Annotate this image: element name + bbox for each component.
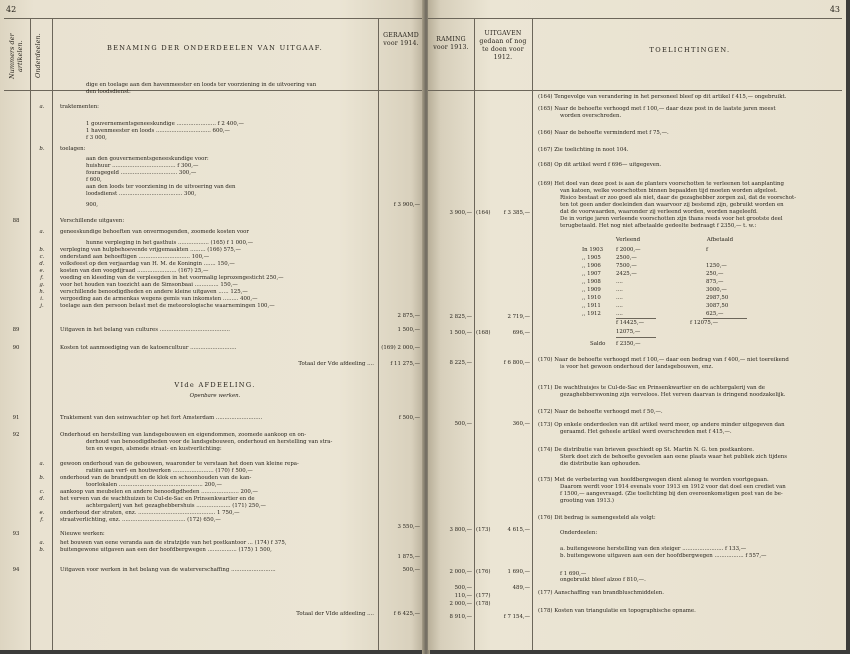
note-line: is voor het gewoon onderhoud der landsgebouwen, enz.: [560, 364, 714, 370]
note-line: (168) Op dit artikel werd f 696— uitgegeven.: [538, 162, 662, 168]
row-text: f 3 000,: [86, 135, 107, 141]
loan-year: ,, 1910: [582, 295, 601, 301]
loan-header-paid: Afbetaald: [706, 237, 734, 243]
loan-year: ,, 1905: [582, 255, 601, 261]
note-line: van katoen, welke voorschotten binnen bepaalden tijd moeten worden afgelost.: [560, 188, 778, 194]
note-line: (172) Naar de behoefte verhoogd met f 50,—.: [538, 409, 663, 415]
note-line: worden overschreden.: [560, 113, 622, 119]
loan-rule: [616, 318, 656, 319]
estimate-1913: 500,—: [454, 421, 472, 427]
row-text: ten en wegen, alsmede straat- en kustverlichting:: [86, 446, 222, 452]
row-text: Totaal der Vde afdeeling ....: [298, 361, 374, 367]
article-number: 92: [12, 432, 20, 438]
loan-lent: ....: [616, 303, 623, 309]
row-text: f 600,: [86, 177, 102, 183]
row-text: geneeskundige behoeften van onvermogenden, zoomede kosten voor: [60, 229, 249, 235]
granted-amount: f 3 900,—: [393, 202, 420, 208]
note-line: (170) Naar de behoefte verhoogd met f 100,— daar een bedrag van f 400,— niet toereikend: [538, 357, 789, 363]
estimate-1913: 500,—: [454, 585, 472, 591]
sub-letter: a.: [39, 461, 45, 467]
note-ref: (164): [476, 210, 491, 216]
article-number: 91: [12, 415, 20, 421]
sub-letter: a.: [39, 540, 45, 546]
article-number: 89: [12, 327, 20, 333]
row-text: onderstand aan behoeftigen .............................. 100,—: [60, 254, 210, 260]
sub-letter: b.: [39, 247, 45, 253]
loan-lent: ....: [616, 311, 623, 317]
left-page: [0, 0, 424, 650]
row-text: loodsdienst ..................................... 300,: [86, 191, 197, 197]
sub-letter: c.: [39, 254, 45, 260]
loan-year: ,, 1912: [582, 311, 601, 317]
article-number: 94: [12, 567, 20, 573]
row-text: Uitgaven in het belang van cultures .........................................: [60, 327, 230, 333]
granted-amount: 500,—: [402, 567, 420, 573]
note-line: f 1 690,—: [560, 571, 587, 577]
row-text: dige en toelage aan den havenmeester en loods ter voorziening in de uitvoering van: [86, 82, 317, 88]
sub-letter: b.: [39, 547, 45, 553]
row-text: achtergalerij van het gezaghebbershuis .................... (171) 250,—: [86, 503, 266, 509]
row-text: voor het houden van toezicht aan de Simsonbaai .............. 150,—: [60, 282, 238, 288]
row-text: vergoeding aan de armenkas wegens gemis van inkomsten ......... 400,—: [60, 296, 258, 302]
loan-saldo: f 2350,—: [616, 341, 641, 347]
row-text: 1 gouvernementsgeneeskundige ....................... f 2 400,—: [86, 121, 244, 127]
estimate-1913: 8 225,—: [449, 360, 472, 366]
col-header-name: BENAMING DER ONDERDEELEN VAN UITGAAF.: [106, 44, 324, 52]
row-text: verschillende benoodigdheden en andere kleine uitgaven ...... 125,—: [60, 289, 248, 295]
loan-total-lent: f 14425,—: [616, 320, 644, 326]
header-top-rule: [4, 18, 424, 19]
row-text: den loodsdienst:: [86, 89, 131, 95]
spent-1912: 696,—: [512, 330, 530, 336]
sub-letter: a.: [39, 104, 45, 110]
granted-amount: (169) 2 000,—: [381, 345, 420, 351]
row-text: Totaal der VIde afdeeling ....: [296, 611, 374, 617]
row-text: Traktement van den seinwachter op het fort Amsterdam ...........................: [60, 415, 263, 421]
note-line: Sterk doet zich de behoefte gevoelen aan eene plaats waar het publiek zich tijdens: [560, 454, 788, 460]
note-line: (165) Naar de behoefte verhoogd met f 100,— daar deze post in de laatste jaren meest: [538, 106, 776, 112]
row-text: straatverlichting, enz. ..................................... (172) 650,—: [60, 517, 221, 523]
header-bottom-rule: [428, 90, 842, 91]
row-text: ratiën aan verf- en houtwerken ........................ (170) f 500,—: [86, 468, 253, 474]
row-text: het bouwen van eene veranda aan de stratzijde van het postkantoor ... (174) f 375,: [60, 540, 287, 546]
sub-letter: j.: [40, 303, 44, 309]
loan-header-lent: Verleend: [615, 237, 641, 243]
article-number: 93: [12, 531, 20, 537]
row-text: traktementen:: [60, 104, 99, 110]
loan-paid: 3000,—: [706, 287, 727, 293]
loan-paid: 2987,50: [706, 295, 729, 301]
loan-paid: f: [706, 247, 708, 253]
sub-letter: h.: [39, 289, 45, 295]
col-header-1913: RAMING voor 1913.: [433, 36, 469, 51]
row-text: 900,: [86, 202, 99, 208]
row-text: derhoud van benoodigdheden voor de landsgebouwen, onderhoud en herstelling van stra-: [86, 439, 333, 445]
loan-rule: [616, 337, 656, 338]
loan-lent: ....: [616, 279, 623, 285]
note-line: geraamd. Het geheele artikel werd overschreden met f 415,—.: [560, 429, 732, 435]
note-line: Risico bestaat er zoo goed als niet, daar de gezaghebber zorgen zal, dat de voorschot-: [560, 195, 797, 201]
loan-lent: ....: [616, 295, 623, 301]
sub-letter: d.: [39, 496, 45, 502]
sub-letter: b.: [39, 146, 45, 152]
estimate-1913: 2 825,—: [449, 314, 472, 320]
col-header-sub: Onderdeelen.: [34, 33, 42, 79]
row-text: Uitgaven voor werken in het belang van de waterverschaffing ..........................: [60, 567, 276, 573]
note-line: Onderdeelen:: [560, 530, 598, 536]
sub-letter: a.: [39, 229, 45, 235]
row-text: aankoop van meubelen en andere benoodigdheden ...................... 200,—: [60, 489, 258, 495]
note-line: ongebruikt bleef alzoo f 810,—.: [560, 577, 646, 583]
col-rule: [474, 18, 475, 650]
sub-letter: e.: [39, 268, 45, 274]
estimate-1913: 2 000,—: [449, 569, 472, 575]
estimate-1913: 1 500,—: [449, 330, 472, 336]
sub-letter: g.: [39, 282, 45, 288]
sub-letter: f.: [40, 517, 44, 523]
note-line: (174) De distributie van brieven geschiedt op St. Martin N. G. ten postkantore.: [538, 447, 754, 453]
col-header-spent: UITGAVEN gedaan of nog te doen voor 1912.: [479, 30, 527, 61]
note-line: a. buitengewone herstelling van den steiger ........................ f 133,—: [560, 546, 747, 552]
row-text: hunne verpleging in het gasthuis .................. (165) f 1 000,—: [86, 240, 253, 246]
row-text: voeding en kleeding van de verpleegden in het voormalig leprozengesticht 250,—: [60, 275, 284, 281]
row-text: Openbare werken.: [189, 393, 241, 399]
granted-amount: 1 500,—: [397, 327, 420, 333]
header-top-rule: [428, 18, 842, 19]
row-text: fouragegeld ................................. 300,—: [86, 170, 197, 176]
row-text: Kosten tot aanmoediging van de katoencultuur ...........................: [60, 345, 237, 351]
col-header-numbers: Nummers der artikelen.: [8, 33, 24, 79]
loan-year: ,, 1908: [582, 279, 601, 285]
estimate-1913: 3 800,—: [449, 527, 472, 533]
loan-lent: f 2000,—: [616, 247, 641, 253]
note-line: grooting van 1913.): [560, 498, 615, 504]
loan-paid: 1250,—: [706, 263, 727, 269]
granted-amount: 2 875,—: [397, 313, 420, 319]
row-text: onderhoud der straten, enz. ............................................. 1 750,—: [60, 510, 240, 516]
row-text: aan den loods ter voorziening in de uitvoering van den: [86, 184, 236, 190]
loan-lent: ....: [616, 287, 623, 293]
estimate-1913: 3 900,—: [449, 210, 472, 216]
loan-paid: 250,—: [706, 271, 724, 277]
row-text: toelage aan den persoon belast met de meteorologische waarnemingen 100,—: [60, 303, 275, 309]
row-text: 1 havenmeester en loods ................................ 600,—: [86, 128, 230, 134]
estimate-1913: 2 000,—: [449, 601, 472, 607]
spent-1912: 489,—: [512, 585, 530, 591]
article-number: 88: [12, 218, 20, 224]
col-header-granted: GERAAMD voor 1914.: [383, 32, 419, 47]
row-text: Onderhoud en herstelling van landsgebouwen en eigendommen, zoomede aankoop en on-: [60, 432, 307, 438]
sub-letter: b.: [39, 475, 45, 481]
row-text: toelagen:: [60, 146, 86, 152]
row-text: toorlokalen ................................................. 200,—: [86, 482, 222, 488]
loan-paid: 625,—: [706, 311, 724, 317]
note-line: ten tot geen ander doeleinden dan waarvoor zij bestemd zijn, gebruikt worden en: [560, 202, 784, 208]
sub-letter: i.: [40, 296, 44, 302]
spent-1912: 4 615,—: [507, 527, 530, 533]
row-text: buitengewone uitgaven aan een der hoofdbergwegen ................. (175) 1 500,: [60, 547, 272, 553]
right-page: [428, 0, 846, 650]
loan-total-paid-repeat: 12075,—: [616, 329, 641, 335]
loan-year: ,, 1906: [582, 263, 601, 269]
loan-paid: 3087,50: [706, 303, 729, 309]
loan-lent: 2425,—: [616, 271, 637, 277]
estimate-1913: 8 910,—: [449, 614, 472, 620]
loan-paid: 875,—: [706, 279, 724, 285]
estimate-1913: 110,—: [454, 593, 472, 599]
note-line: De in vorige jaren verleende voorschotten zijn thans reeds voor het grootste deel: [560, 216, 783, 222]
note-line: dat de voorwaarden, waaronder zij verleend worden, worden nageleefd.: [560, 209, 758, 215]
sub-letter: c.: [39, 489, 45, 495]
col-rule: [532, 18, 533, 650]
sub-letter: d.: [39, 261, 45, 267]
row-text: het verven van de wachthuizen te Cul-de-Sac en Prinsenkwartier en de: [60, 496, 255, 502]
row-text: VIde AFDEELING.: [174, 382, 256, 389]
row-text: volksfeest op den verjaardag van H. M. de Koningin ....... 150,—: [60, 261, 235, 267]
granted-amount: 3 550,—: [397, 524, 420, 530]
row-text: Nieuwe werken:: [60, 531, 105, 537]
note-line: b. buitengewone uitgaven aan een der hoofdbergwegen ................. f 557,—: [560, 553, 767, 559]
note-ref: (178): [476, 601, 491, 607]
note-line: (167) Zie toelichting in noot 104.: [538, 147, 629, 153]
row-text: kosten van den voogdijraad ....................... (167) 25,—: [60, 268, 209, 274]
note-line: (176) Dit bedrag is samengesteld als volgt:: [538, 515, 656, 521]
article-number: 90: [12, 345, 20, 351]
note-line: die distributie kan ophouden.: [560, 461, 641, 467]
left-page-number: 42: [6, 5, 17, 14]
row-text: huishuur ..................................... f 300,—: [86, 163, 199, 169]
row-text: gewoon onderhoud van de gebouwen, waaronder te verstaan het doen van kleine repa-: [60, 461, 299, 467]
row-text: verpleging van hulpbehoevende vrijgemaakten ......... (166) 575,—: [60, 247, 241, 253]
col-rule: [30, 18, 31, 650]
note-line: (178) Kosten van triangulatie en topographische opname.: [538, 608, 696, 614]
spent-1912: f 3 385,—: [503, 210, 530, 216]
loan-year: ,, 1909: [582, 287, 601, 293]
note-line: gezaghebberswoning zijn verveloos. Het verven daarvan is dringend noodzakelijk.: [560, 392, 786, 398]
note-line: terugbetaald. Het nog niet afbetaalde gedeelte bedraagt f 2350,— t. w.:: [560, 223, 757, 229]
note-line: (177) Aanschaffing van brandbluschmiddelen.: [538, 590, 664, 596]
sub-letter: f.: [40, 275, 44, 281]
note-ref: (173): [476, 527, 491, 533]
note-line: (175) Met de verbetering van hoofdbergwegen dient alsnog te worden voortgegaan.: [538, 477, 769, 483]
sub-letter: e.: [39, 510, 45, 516]
spent-1912: 2 719,—: [507, 314, 530, 320]
granted-amount: f 11 275,—: [390, 361, 420, 367]
loan-year: ,, 1911: [582, 303, 601, 309]
col-header-notes: TOELICHTINGEN.: [649, 46, 731, 54]
row-text: aan den gouvernementsgeneeskundige voor:: [86, 156, 209, 162]
note-ref: (176): [476, 569, 491, 575]
granted-amount: 1 875,—: [397, 554, 420, 560]
note-ref: (168): [476, 330, 491, 336]
row-text: Verschillende uitgaven:: [60, 218, 125, 224]
spent-1912: 360,—: [512, 421, 530, 427]
note-ref: (177): [476, 593, 491, 599]
spent-1912: f 7 154,—: [503, 614, 530, 620]
note-line: (169) Het doel van deze post is aan de planters voorschotten te verleenen tot aanplanting: [538, 181, 784, 187]
note-line: (173) Op enkele onderdeelen van dit artikel werd meer, op andere minder uitgegeven dan: [538, 422, 785, 428]
loan-year: ,, 1907: [582, 271, 601, 277]
granted-amount: f 6 425,—: [393, 611, 420, 617]
note-line: f 1500,— aangevraagd. (Zie toelichting bij den overeenkomstigen post van de be-: [560, 491, 783, 497]
loan-rule: [703, 318, 747, 319]
granted-amount: f 500,—: [398, 415, 420, 421]
col-rule: [52, 18, 53, 650]
loan-total-paid: f 12075,—: [690, 320, 718, 326]
loan-lent: 7500,—: [616, 263, 637, 269]
spent-1912: f 6 800,—: [503, 360, 530, 366]
loan-lent: 2500,—: [616, 255, 637, 261]
note-line: (166) Naar de behoefte verminderd met f 75,—.: [538, 130, 669, 136]
row-text: onderhoud van de brandputt en de klok en schoonhouden van de kan-: [60, 475, 252, 481]
note-line: (171) De wachthuisjes te Cul-de-Sac en Prinsenkwartier en de achtergalerij van de: [538, 385, 765, 391]
note-line: (164) Tengevolge van verandering in het personeel bleef op dit artikel f 415,— ongebruikt.: [538, 94, 787, 100]
right-page-number: 43: [829, 5, 840, 14]
loan-saldo-label: Saldo: [590, 341, 606, 347]
loan-year: In 1903: [582, 247, 604, 253]
spent-1912: 1 690,—: [507, 569, 530, 575]
note-line: Daarom werdt voor 1914 evenals voor 1913 en 1912 voor dat doel een crediet van: [560, 484, 786, 490]
